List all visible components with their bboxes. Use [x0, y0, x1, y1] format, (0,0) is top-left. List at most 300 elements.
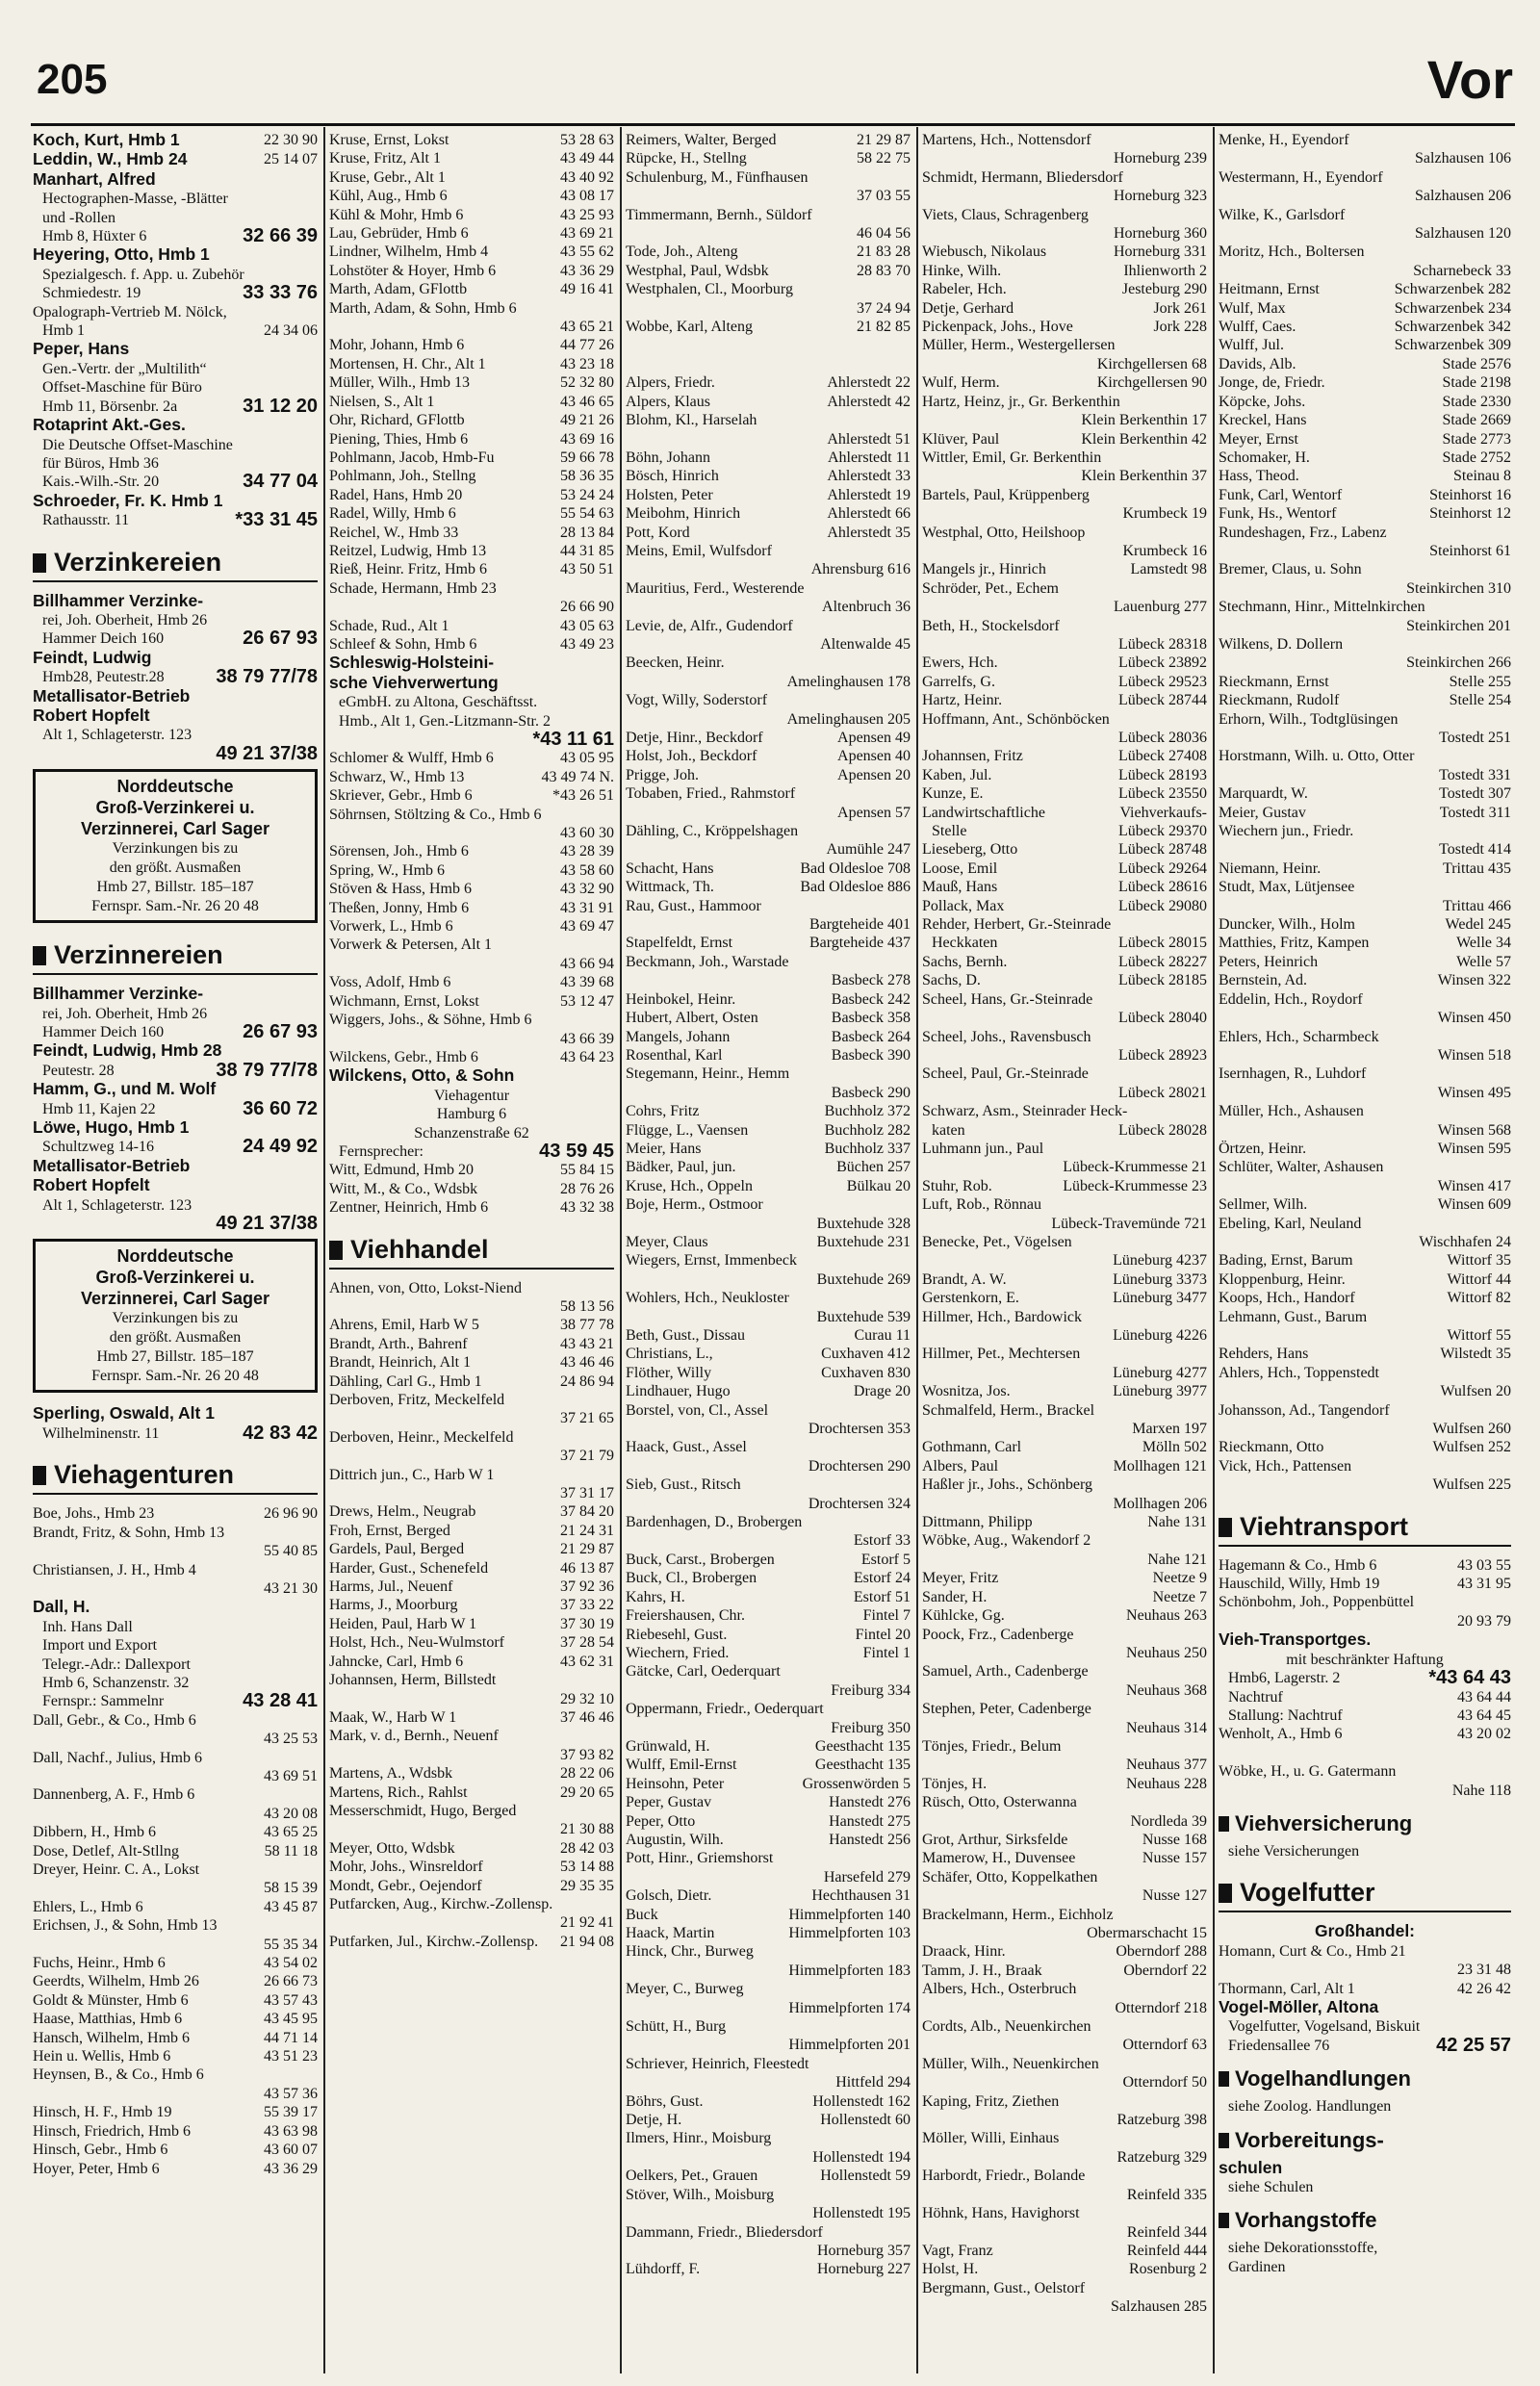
listing-number: 37 46 46 — [560, 1708, 614, 1726]
listing-number: Stade 2669 — [1442, 412, 1511, 429]
listing-entry — [33, 1749, 318, 1767]
listing-entry — [329, 1802, 614, 1820]
listing-entry — [329, 243, 614, 261]
listing-entry — [922, 1756, 1207, 1774]
listing-name: Wiggers, Johs., & Söhne, Hmb 6 — [329, 1012, 532, 1029]
listing-number: Salzhausen 206 — [1415, 188, 1511, 205]
listing-number: Harsefeld 279 — [823, 1868, 911, 1886]
listing-entry — [1219, 1782, 1511, 1800]
listing-number: Lüneburg 4277 — [1113, 1364, 1207, 1381]
listing-name: Cordts, Alb., Neuenkirchen — [922, 2018, 1091, 2036]
listing-number: Lüneburg 3373 — [1113, 1270, 1207, 1288]
listing-number: 37 92 36 — [560, 1578, 614, 1596]
listing-entry — [922, 2055, 1207, 2073]
listing-entry — [1219, 1980, 1511, 1998]
listing-name: Martens, Rich., Rahlst — [329, 1783, 468, 1801]
listing-entry — [922, 2111, 1207, 2129]
listing-entry — [626, 673, 911, 691]
listing-name: Hamm, G., und M. Wolf — [33, 1080, 217, 1099]
listing-entry — [1219, 1121, 1511, 1140]
listing-entry — [33, 303, 318, 321]
listing-entry — [1219, 1457, 1511, 1475]
listing-entry — [329, 1391, 614, 1409]
listing-entry — [626, 1588, 911, 1606]
listing-entry — [922, 2073, 1207, 2091]
listing-name: Luft, Rob., Rönnau — [922, 1196, 1041, 1214]
listing-entry — [1219, 2017, 1511, 2036]
listing-entry — [33, 1138, 318, 1156]
listing-name: Hmb 11, Kajen 22 — [42, 1100, 156, 1117]
listing-name: Rau, Gust., Hammoor — [626, 897, 761, 914]
listing-name: Opalograph-Vertrieb M. Nölck, — [33, 303, 227, 321]
listing-name: Tobaben, Fried., Rahmstorf — [626, 785, 796, 803]
listing-number: Otterndorf 63 — [1122, 2037, 1207, 2054]
listing-name: Duncker, Wilh., Holm — [1219, 916, 1355, 934]
listing-entry — [329, 1447, 614, 1465]
listing-name: Wittmack, Th. — [626, 879, 714, 896]
listing-name: Alpers, Klaus — [626, 393, 710, 410]
listing-name: Pohlmann, Joh., Stellng — [329, 468, 476, 485]
listing-name: Offset-Maschine für Büro — [42, 379, 202, 397]
listing-name: Sperling, Oswald, Alt 1 — [33, 1404, 215, 1424]
listing-number: 44 77 26 — [560, 337, 614, 354]
listing-number: 58 13 56 — [560, 1297, 614, 1315]
listing-name: Peutestr. 28 — [42, 1062, 115, 1079]
listing-name: Mohr, Johs., Winsreldorf — [329, 1859, 483, 1876]
listing-name: Müller, Herm., Westergellersen — [922, 337, 1116, 354]
listing-entry — [33, 1100, 318, 1118]
listing-name: Hectographen-Masse, -Blätter — [42, 191, 228, 208]
listing-entry — [329, 1409, 614, 1427]
listing-entry — [33, 360, 318, 378]
listing-entry — [1219, 878, 1511, 896]
listing-number: Horneburg 357 — [816, 2242, 911, 2259]
listing-entry — [922, 897, 1207, 915]
listing-number: 43 31 95 — [1457, 1576, 1511, 1593]
listing-name: Hoffmann, Ant., Schönböcken — [922, 710, 1110, 728]
listing-name: Dibbern, H., Hmb 6 — [33, 1824, 156, 1841]
listing-entry — [329, 262, 614, 280]
listing-name: Scheel, Hans, Gr.-Steinrade — [922, 990, 1093, 1008]
listing-number: Klein Berkenthin 17 — [1081, 412, 1207, 429]
listing-number: 43 28 39 — [560, 843, 614, 860]
listing-number: 43 58 60 — [560, 861, 614, 879]
listing-name: Rehder, Herbert, Gr.-Steinrade — [922, 916, 1112, 934]
listing-name: Hauschild, Willy, Hmb 19 — [1219, 1576, 1380, 1593]
listing-name: Müller, Wilh., Neuenkirchen — [922, 2055, 1099, 2072]
listing-entry — [922, 766, 1207, 784]
listing-name: Rieß, Heinr. Fritz, Hmb 6 — [329, 561, 487, 578]
listing-entry — [329, 1653, 614, 1671]
listing-entry — [626, 897, 911, 915]
listing-name: Wilke, K., Garlsdorf — [1219, 206, 1346, 223]
listing-entry — [33, 1424, 318, 1443]
listing-entry — [1219, 617, 1511, 635]
listing-name: katen — [932, 1121, 965, 1139]
listing-entry — [1219, 1725, 1511, 1743]
listing-name: Heckkaten — [932, 935, 998, 952]
listing-entry — [1219, 1438, 1511, 1456]
listing-number: Buxtehude 231 — [816, 1233, 911, 1250]
listing-number: Schwarzenbek 342 — [1394, 319, 1511, 336]
listing-name: Metallisator-Betrieb — [33, 1156, 191, 1175]
listing-entry — [33, 473, 318, 491]
listing-number: Lübeck 28748 — [1118, 841, 1207, 859]
listing-number: Fintel 7 — [862, 1607, 911, 1625]
listing-name: Großhandel: — [1314, 1922, 1416, 1941]
listing-number: Steinkirchen 266 — [1406, 654, 1511, 672]
listing-number: 37 24 94 — [857, 299, 911, 317]
listing-number: 53 24 24 — [560, 486, 614, 503]
listing-number: Lübeck 29523 — [1118, 673, 1207, 690]
listing-name: Fuchs, Heinr., Hmb 6 — [33, 1955, 166, 1972]
listing-number: Stelle 255 — [1449, 673, 1511, 690]
listing-entry — [329, 955, 614, 973]
listing-entry — [626, 318, 911, 336]
listing-number: Apensen 40 — [837, 748, 911, 765]
listing-name: Johansson, Ad., Tangendorf — [1219, 1401, 1390, 1419]
listing-number: Klein Berkenthin 42 — [1081, 430, 1207, 448]
listing-entry — [1219, 168, 1511, 187]
listing-entry — [1219, 729, 1511, 747]
listing-entry — [922, 1233, 1207, 1251]
listing-entry — [33, 511, 318, 529]
square-bullet-icon — [33, 553, 46, 573]
listing-name: Heynsen, B., & Co., Hmb 6 — [33, 2066, 204, 2084]
listing-number: 43 31 91 — [560, 899, 614, 916]
listing-entry — [922, 1886, 1207, 1905]
listing-name: Derboven, Heinr., Meckelfeld — [329, 1428, 514, 1446]
listing-entry — [1219, 579, 1511, 598]
listing-entry — [922, 1644, 1207, 1662]
listing-name: Pollack, Max — [922, 897, 1005, 914]
listing-name: Martens, A., Wdsbk — [329, 1765, 453, 1783]
listing-name: Tönjes, H. — [922, 1775, 988, 1792]
listing-entry — [329, 1877, 614, 1895]
listing-entry — [922, 2036, 1207, 2054]
listing-name: Dall, Nachf., Julius, Hmb 6 — [33, 1749, 202, 1766]
listing-entry — [1219, 1382, 1511, 1400]
listing-number: Viehverkaufs- — [1119, 804, 1207, 821]
listing-entry — [1219, 1575, 1511, 1593]
listing-number: Marxen 197 — [1132, 1421, 1207, 1438]
listing-number: 42 26 42 — [1457, 1980, 1511, 1997]
listing-name: Hinck, Chr., Burweg — [626, 1943, 754, 1961]
listing-entry — [33, 2122, 318, 2141]
listing-name: Moritz, Hch., Boltersen — [1219, 244, 1365, 261]
listing-name: Schulenburg, M., Fünfhausen — [626, 168, 808, 186]
listing-name: Wilckens, Otto, & Sohn — [329, 1066, 515, 1086]
listing-number: Nusse 127 — [1142, 1887, 1207, 1905]
listing-entry — [626, 747, 911, 765]
listing-entry — [922, 542, 1207, 560]
listing-number: 26 96 90 — [264, 1505, 318, 1523]
listing-name: Beth, H., Stockelsdorf — [922, 617, 1060, 634]
listing-number: 58 11 18 — [264, 1842, 318, 1860]
listing-name: Stapelfeldt, Ernst — [626, 935, 733, 952]
listing-entry — [922, 373, 1207, 392]
listing-name: Wulff, Jul. — [1219, 337, 1284, 354]
listing-entry — [1219, 1669, 1511, 1687]
listing-entry — [329, 1180, 614, 1198]
listing-name: Christians, L., — [626, 1346, 713, 1363]
listing-number: Steinkirchen 310 — [1406, 579, 1511, 597]
listing-name: Grot, Arthur, Sirksfelde — [922, 1831, 1068, 1848]
listing-name: Dall, Gebr., & Co., Hmb 6 — [33, 1711, 196, 1729]
listing-entry — [626, 579, 911, 598]
listing-entry — [922, 878, 1207, 896]
listing-entry — [329, 1198, 614, 1217]
listing-name: Jonge, de, Friedr. — [1219, 374, 1325, 392]
listing-name: Pott, Hinr., Griemshorst — [626, 1850, 774, 1867]
listing-entry — [1219, 318, 1511, 336]
listing-entry — [922, 915, 1207, 934]
listing-number: 21 29 87 — [560, 1541, 614, 1558]
listing-name: Matthies, Fritz, Kampen — [1219, 935, 1370, 952]
listing-name: Bädker, Paul, jun. — [626, 1159, 736, 1176]
listing-entry — [626, 990, 911, 1009]
listing-name: Rüsch, Otto, Osterwanna — [922, 1794, 1077, 1811]
listing-entry — [626, 2055, 911, 2073]
listing-entry — [626, 2167, 911, 2185]
listing-entry — [922, 1793, 1207, 1811]
listing-name: Pott, Kord — [626, 524, 690, 541]
listing-name: Scheel, Paul, Gr.-Steinrade — [922, 1065, 1089, 1083]
listing-entry — [1219, 2097, 1511, 2116]
listing-entry — [33, 1711, 318, 1730]
listing-number: 29 35 35 — [560, 1877, 614, 1894]
listing-number: Salzhausen 285 — [1111, 2298, 1207, 2316]
section-heading — [33, 936, 318, 975]
listing-entry — [329, 674, 614, 693]
listing-name: Sieb, Gust., Ritsch — [626, 1476, 741, 1494]
listing-entry — [1219, 1744, 1511, 1762]
listing-name: Freiershausen, Chr. — [626, 1607, 745, 1625]
listing-entry — [626, 1962, 911, 1980]
listing-entry — [922, 953, 1207, 971]
listing-number: 43 65 21 — [560, 319, 614, 336]
listing-number: Oberndorf 288 — [1116, 1943, 1207, 1961]
listing-number: Geesthacht 135 — [814, 1757, 911, 1774]
listing-number: Tostedt 307 — [1439, 785, 1511, 803]
listing-name: Hartz, Heinr. — [922, 692, 1003, 709]
listing-entry — [626, 1513, 911, 1531]
listing-number: Wulfsen 225 — [1432, 1476, 1511, 1494]
listing-number: Winsen 495 — [1437, 1084, 1511, 1101]
listing-entry — [1219, 804, 1511, 822]
listing-entry — [329, 880, 614, 898]
listing-name: Ahnen, von, Otto, Lokst-Niend — [329, 1279, 522, 1296]
listing-name: Dammann, Friedr., Bliedersdorf — [626, 2223, 823, 2241]
listing-name: Blohm, Kl., Harselah — [626, 412, 757, 429]
listing-number: Steinhorst 16 — [1429, 486, 1511, 503]
listing-name: Schleswig-Holsteini- — [329, 654, 495, 673]
listing-entry — [1219, 393, 1511, 411]
listing-entry — [33, 1215, 318, 1233]
listing-name: Rüpcke, H., Stellng — [626, 150, 747, 167]
listing-entry — [33, 1636, 318, 1655]
listing-entry — [329, 280, 614, 298]
listing-number: Winsen 595 — [1437, 1140, 1511, 1157]
listing-name: Studt, Max, Lütjensee — [1219, 879, 1355, 896]
listing-number: 37 30 19 — [560, 1615, 614, 1632]
listing-number: Neuhaus 263 — [1126, 1607, 1207, 1625]
listing-entry — [626, 411, 911, 429]
listing-number: Drage 20 — [853, 1383, 911, 1400]
listing-number: Wulfsen 252 — [1432, 1439, 1511, 1456]
listing-name: Buck, Carst., Brobergen — [626, 1551, 775, 1568]
listing-number: Horneburg 323 — [1113, 188, 1207, 205]
advertisement-line: Groß-Verzinkerei u. — [95, 798, 255, 818]
listing-name: Meyer, Ernst — [1219, 430, 1298, 448]
listing-name: Schleef & Sohn, Hmb 6 — [329, 635, 477, 653]
section-heading — [1219, 1809, 1511, 1838]
listing-name: Goldt & Münster, Hmb 6 — [33, 1991, 189, 2009]
listing-entry — [922, 1158, 1207, 1176]
listing-entry — [329, 1764, 614, 1783]
listing-entry — [922, 747, 1207, 765]
listing-entry — [1219, 2159, 1511, 2178]
listing-entry — [626, 224, 911, 243]
listing-number: Drochtersen 324 — [808, 1495, 911, 1512]
listing-entry — [626, 2092, 911, 2111]
listing-entry — [922, 1438, 1207, 1456]
listing-name: Dose, Detlef, Alt-Stllng — [33, 1842, 179, 1860]
listing-name: Hillmer, Hch., Bardowick — [922, 1308, 1082, 1325]
listing-number: 58 15 39 — [264, 1880, 318, 1897]
square-bullet-icon — [1219, 2133, 1229, 2148]
listing-number: 43 63 98 — [264, 2122, 318, 2140]
listing-entry — [922, 393, 1207, 411]
column-1 — [33, 131, 318, 2373]
listing-entry — [626, 1644, 911, 1662]
listing-entry — [329, 1522, 614, 1540]
listing-number: Wittorf 35 — [1447, 1252, 1511, 1270]
listing-name: Skriever, Gebr., Hmb 6 — [329, 787, 473, 805]
listing-entry — [1219, 524, 1511, 542]
listing-name: Augustin, Wilh. — [626, 1831, 724, 1848]
listing-name: Levie, de, Alfr., Gudendorf — [626, 617, 793, 634]
listing-entry — [33, 1655, 318, 1674]
listing-number: 29 32 10 — [560, 1690, 614, 1707]
listing-name: Vagt, Franz — [922, 2242, 993, 2259]
listing-name: sche Viehverwertung — [329, 673, 499, 692]
listing-entry — [626, 598, 911, 616]
listing-name: Buck, Cl., Brobergen — [626, 1570, 757, 1587]
listing-name: Robert Hopfelt — [33, 706, 150, 725]
listing-entry — [922, 2260, 1207, 2278]
listing-name: Mohr, Johann, Hmb 6 — [329, 337, 465, 354]
listing-number: Welle 57 — [1456, 953, 1511, 970]
listing-entry — [1219, 336, 1511, 354]
listing-number: Krumbeck 19 — [1122, 505, 1207, 523]
listing-entry — [329, 355, 614, 373]
listing-name: Christiansen, J. H., Hmb 4 — [33, 1561, 196, 1578]
listing-entry — [922, 1177, 1207, 1195]
listing-entry — [33, 1118, 318, 1138]
listing-number: Wittorf 82 — [1447, 1290, 1511, 1307]
listing-name: Haßler jr., Johs., Schönberg — [922, 1476, 1093, 1494]
listing-entry — [922, 729, 1207, 747]
listing-entry — [626, 1215, 911, 1233]
listing-number: Buxtehude 539 — [816, 1308, 911, 1325]
listing-name: Dähling, C., Kröppelshagen — [626, 823, 799, 840]
listing-name: Koch, Kurt, Hmb 1 — [33, 131, 180, 149]
listing-entry — [329, 449, 614, 467]
listing-name: eGmbH. zu Altona, Geschäftsst. — [339, 694, 538, 711]
listing-name: Piening, Thies, Hmb 6 — [329, 430, 469, 448]
advertisement-line: Verzinnerei, Carl Sager — [80, 819, 270, 839]
listing-entry — [1219, 953, 1511, 971]
listing-entry — [329, 336, 614, 354]
listing-entry — [329, 786, 614, 805]
listing-name: Alt 1, Schlageterstr. 123 — [42, 727, 192, 744]
listing-name: Davids, Alb. — [1219, 355, 1296, 372]
listing-entry — [626, 1289, 911, 1307]
listing-number: Ihlienworth 2 — [1123, 262, 1207, 279]
listing-entry — [922, 560, 1207, 578]
listing-entry — [922, 1028, 1207, 1046]
listing-name: Sörensen, Joh., Hmb 6 — [329, 843, 469, 860]
listing-entry — [1219, 299, 1511, 318]
listing-entry — [329, 299, 614, 318]
listing-name: Peper, Gustav — [626, 1794, 712, 1811]
listing-entry — [922, 430, 1207, 449]
listing-number: 21 82 85 — [857, 319, 911, 336]
listing-name: Kühlcke, Gg. — [922, 1607, 1005, 1625]
listing-name: Friedensallee 76 — [1228, 2037, 1330, 2054]
listing-entry — [1219, 2239, 1511, 2257]
listing-name: Scheel, Johs., Ravensbusch — [922, 1028, 1091, 1045]
listing-entry — [329, 1933, 614, 1951]
listing-entry — [329, 1540, 614, 1558]
listing-entry — [33, 1823, 318, 1841]
listing-name: Hmb 8, Hüxter 6 — [42, 228, 147, 245]
listing-number: 43 49 44 — [560, 150, 614, 167]
listing-number: Apensen 57 — [837, 804, 911, 821]
listing-name: Wittler, Emil, Gr. Berkenthin — [922, 449, 1102, 466]
listing-name: Vogel-Möller, Altona — [1219, 1997, 1379, 2016]
listing-number: Buchholz 282 — [824, 1121, 911, 1139]
listing-number: Horneburg 239 — [1113, 150, 1207, 167]
listing-entry — [626, 1270, 911, 1289]
listing-number: Steinau 8 — [1453, 468, 1511, 485]
listing-entry — [626, 1626, 911, 1644]
listing-number: *43 11 61 — [532, 731, 614, 750]
listing-name: Sellmer, Wilh. — [1219, 1196, 1308, 1214]
listing-name: Drews, Helm., Neugrab — [329, 1503, 476, 1521]
listing-entry — [329, 1633, 614, 1652]
listing-number: 26 67 93 — [243, 629, 318, 649]
listing-number: Nordleda 39 — [1130, 1812, 1207, 1830]
listing-number: 43 05 63 — [560, 617, 614, 634]
section-heading-text: Verzinnereien — [54, 940, 223, 970]
listing-number: Winsen 609 — [1437, 1196, 1511, 1214]
listing-entry — [33, 1860, 318, 1879]
listing-entry — [922, 617, 1207, 635]
listing-name: Meyer, Claus — [626, 1233, 708, 1250]
listing-name: Mauß, Hans — [922, 879, 998, 896]
listing-number: Nusse 157 — [1142, 1850, 1207, 1867]
listing-name: Meyer, Fritz — [922, 1570, 999, 1587]
listing-name: Ohr, Richard, GFlottb — [329, 412, 465, 429]
listing-name: Dittmann, Philipp — [922, 1514, 1033, 1531]
column-divider — [323, 127, 325, 2373]
listing-name: Peters, Heinrich — [1219, 953, 1319, 970]
listing-name: Schroeder, Fr. K. Hmb 1 — [33, 491, 223, 510]
listing-entry — [1219, 542, 1511, 560]
listing-name: Sachs, D. — [922, 972, 981, 989]
